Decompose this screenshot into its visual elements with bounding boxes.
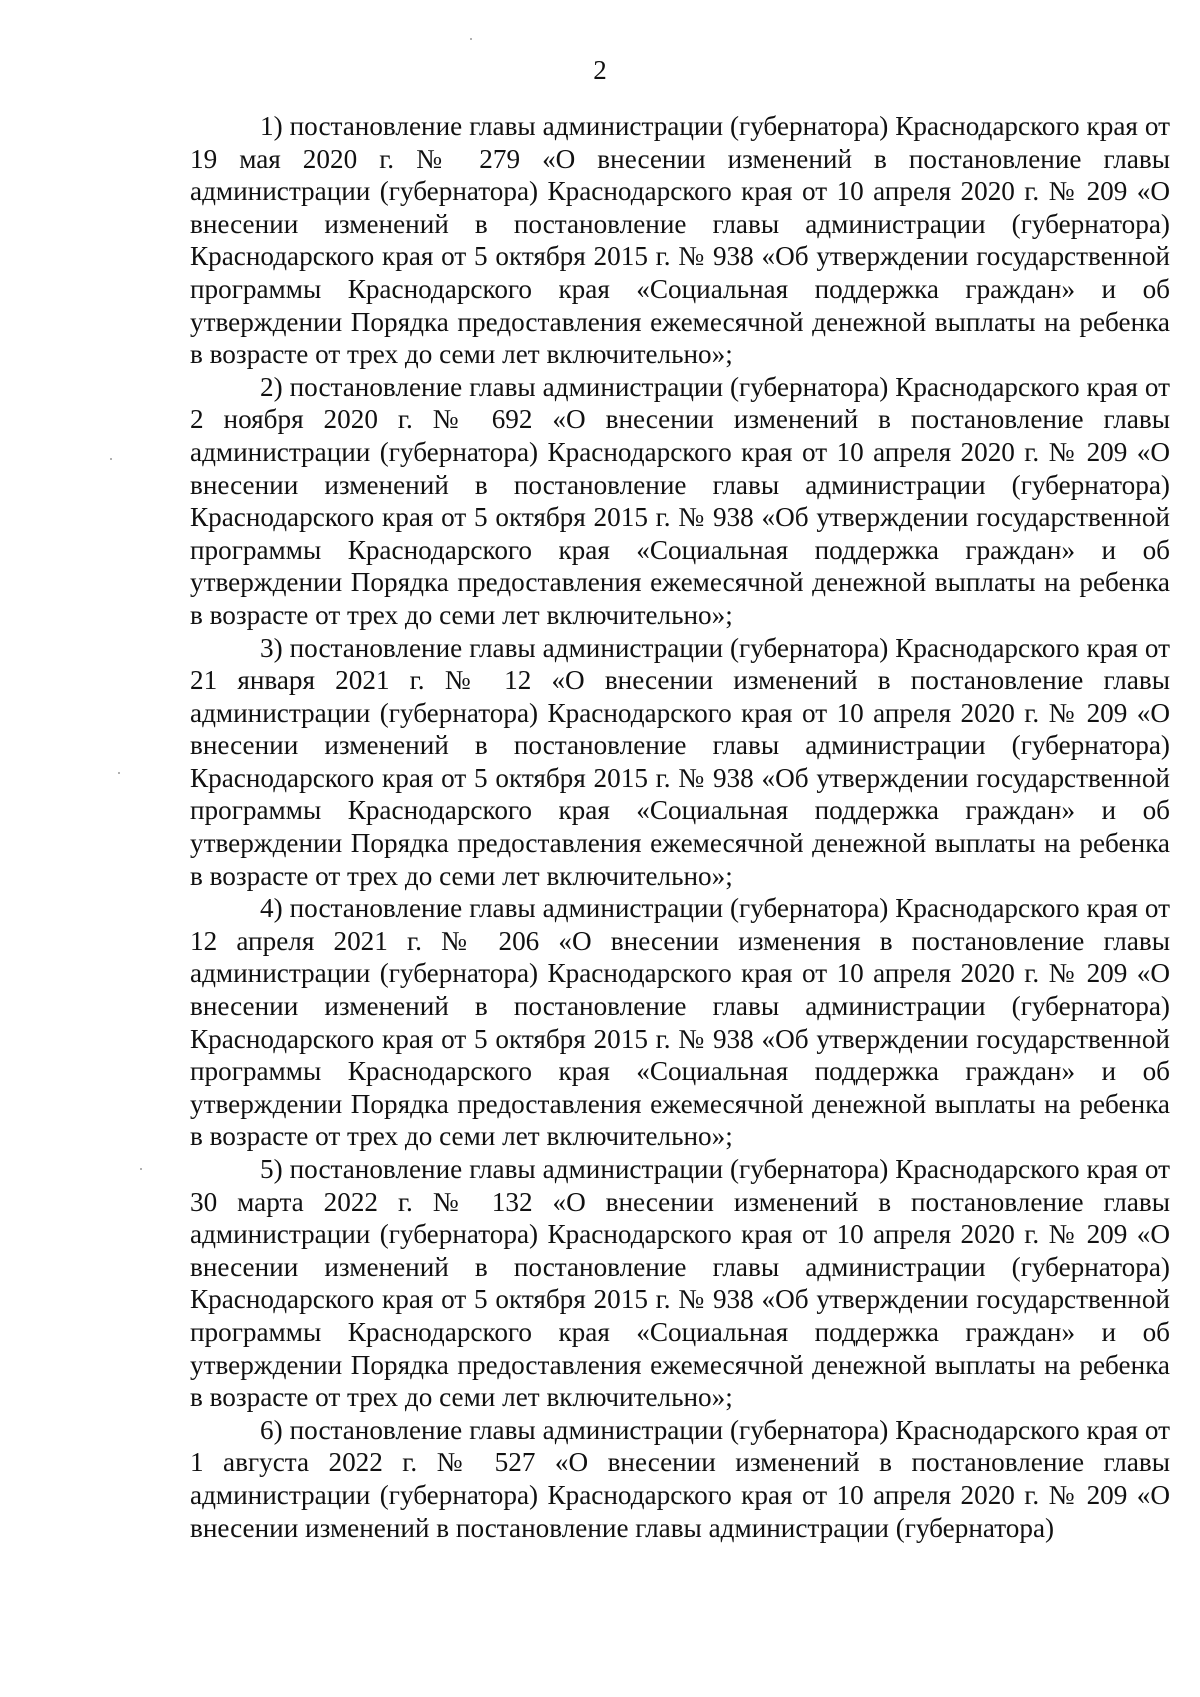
list-item: 3) постановление главы администрации (губернатора) Краснодарского края от 21 января 2021 г. № 12 «О внесении изменений в постановление главы администрации (губернатора) Краснодарского края от 10 апреля 2020 г. № 209 «О внесении изменений в постановление главы администрации (губернатора) Краснодарского края от 5 октября 2015 г. № 938 «Об утверждении государственной программы Краснодарского края «Социальная поддержка граждан» и об утверждении Порядка предоставления ежемесячной денежной выплаты на ребенка в возрасте от трех до семи лет включительно»; xyxy=(190,632,1170,891)
scan-speck xyxy=(110,458,112,460)
scan-speck xyxy=(140,1168,142,1170)
list-item: 5) постановление главы администрации (губернатора) Краснодарского края от 30 марта 2022 г. № 132 «О внесении изменений в постановление главы администрации (губернатора) Краснодарского края от 10 апреля 2020 г. № 209 «О внесении изменений в постановление главы администрации (губернатора) Краснодарского края от 5 октября 2015 г. № 938 «Об утверждении государственной программы Краснодарского края «Социальная поддержка граждан» и об утверждении Порядка предоставления ежемесячной денежной выплаты на ребенка в возрасте от трех до семи лет включительно»; xyxy=(190,1154,1170,1413)
list-item: 4) постановление главы администрации (губернатора) Краснодарского края от 12 апреля 2021 г. № 206 «О внесении изменения в постановление главы администрации (губернатора) Краснодарского края от 10 апреля 2020 г. № 209 «О внесении изменений в постановление главы администрации (губернатора) Краснодарского края от 5 октября 2015 г. № 938 «Об утверждении государственной программы Краснодарского края «Социальная поддержка граждан» и об утверждении Порядка предоставления ежемесячной денежной выплаты на ребенка в возрасте от трех до семи лет включительно»; xyxy=(190,893,1170,1152)
scan-speck xyxy=(118,772,120,774)
page-number: 2 xyxy=(593,55,607,85)
scan-speck xyxy=(470,38,472,40)
list-item: 2) постановление главы администрации (губернатора) Краснодарского края от 2 ноября 2020 г. № 692 «О внесении изменений в постановление главы администрации (губернатора) Краснодарского края от 10 апреля 2020 г. № 209 «О внесении изменений в постановление главы администрации (губернатора) Краснодарского края от 5 октября 2015 г. № 938 «Об утверждении государственной программы Краснодарского края «Социальная поддержка граждан» и об утверждении Порядка предоставления ежемесячной денежной выплаты на ребенка в возрасте от трех до семи лет включительно»; xyxy=(190,371,1170,630)
list-item: 1) постановление главы администрации (губернатора) Краснодарского края от 19 мая 2020 г. № 279 «О внесении изменений в постановление главы администрации (губернатора) Краснодарского края от 10 апреля 2020 г. № 209 «О внесении изменений в постановление главы администрации (губернатора) Краснодарского края от 5 октября 2015 г. № 938 «Об утверждении государственной программы Краснодарского края «Социальная поддержка граждан» и об утверждении Порядка предоставления ежемесячной денежной выплаты на ребенка в возрасте от трех до семи лет включительно»; xyxy=(190,111,1170,370)
list-item: 6) постановление главы администрации (губернатора) Краснодарского края от 1 августа 2022 г. № 527 «О внесении изменений в постановление главы администрации (губернатора) Краснодарского края от 10 апреля 2020 г. № 209 «О внесении изменений в постановление главы администрации (губернатора) xyxy=(190,1414,1170,1543)
document-body xyxy=(190,110,1170,1544)
